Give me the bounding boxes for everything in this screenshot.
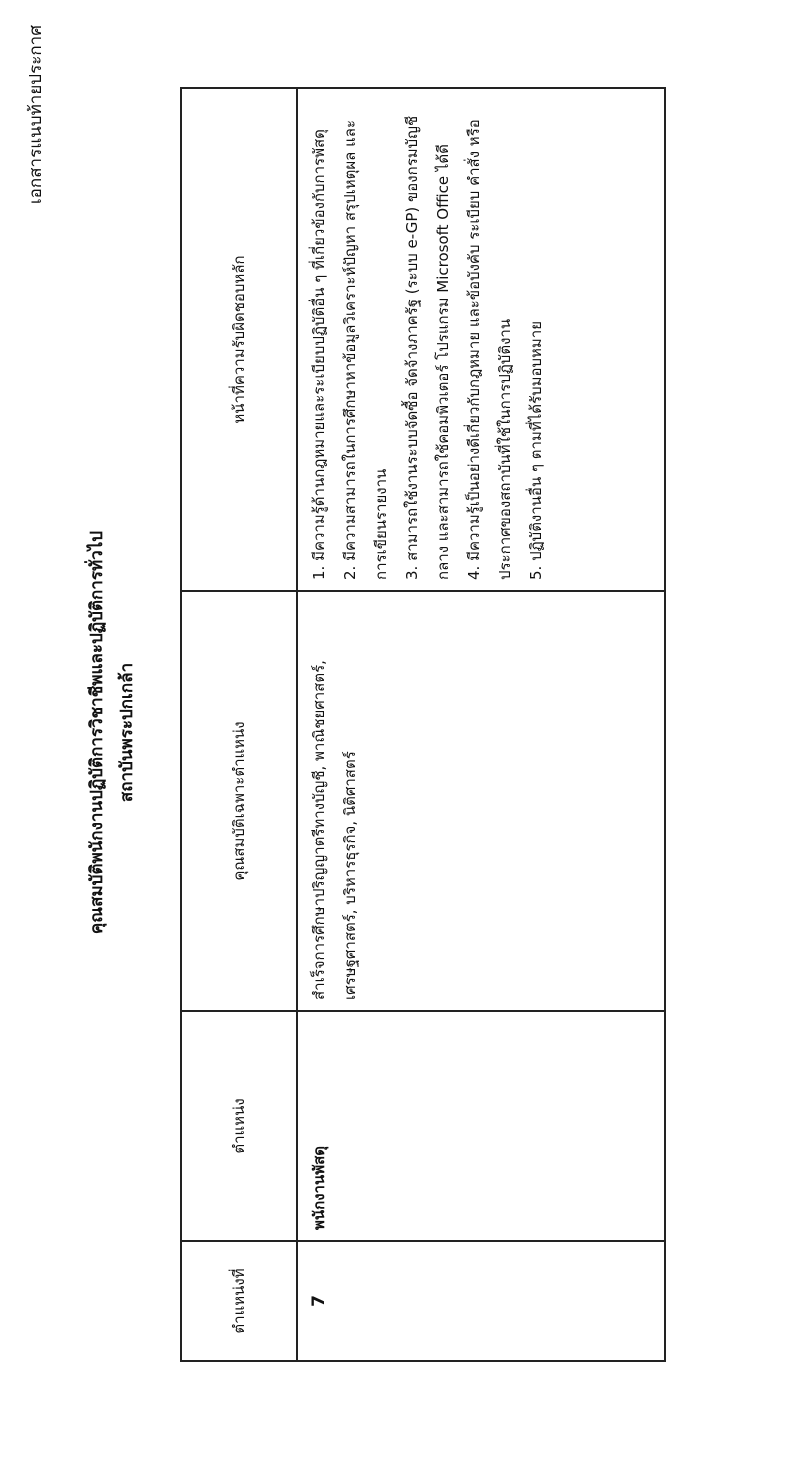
duty-item: 4. มีความรู้เป็นอย่างดีเกี่ยวกับกฎหมาย และข้อบังคับ ระเบียบ คำสั่ง หรือประกาศของสถาบันที่ใช้ในการปฏิบัติงาน [465,119,514,580]
header-qualification: คุณสมบัติเฉพาะตำแหน่ง [181,591,297,1011]
title-line-1: คุณสมบัติพนักงานปฏิบัติการวิชาชีพและปฏิบัติการทั่วไป [87,530,107,935]
duty-item: 3. สามารถใช้งานระบบจัดซื้อ จัดจ้างภาครัฐ (ระบบ e-GP) ของกรมบัญชีกลาง และสามารถใช้คอมพิวเตอร์ โปรแกรม Microsoft Office ได้ดี [403,115,452,580]
row-number: 7 [297,1241,665,1361]
qualification-table [180,87,666,1362]
title-line-2: สถาบันพระปกเกล้า [117,662,137,803]
annex-label: เอกสารแนบท้ายประกาศ [26,25,46,205]
duty-item: 1. มีความรู้ด้านกฎหมายและระเบียบปฏิบัติอื่น ๆ ที่เกี่ยวข้องกับการพัสดุ [310,129,328,580]
header-number: ตำแหน่งที่ [181,1241,297,1361]
table-header-row [181,88,297,1361]
header-position: ตำแหน่ง [181,1011,297,1241]
row-position: พนักงานพัสดุ [297,1011,665,1241]
table-row [297,88,665,1361]
duty-item: 5. ปฏิบัติงานอื่น ๆ ตามที่ได้รับมอบหมาย [527,321,545,580]
header-duties: หน้าที่ความรับผิดชอบหลัก [181,88,297,591]
row-qualification: สำเร็จการศึกษาปริญญาตรีทางบัญชี, พาณิชยศาสตร์, เศรษฐศาสตร์, บริหารธุรกิจ, นิติศาสตร์ [297,591,665,1011]
row-duties [297,88,665,591]
page-title [82,0,142,1465]
duty-item: 2. มีความสามารถในการศึกษาหาข้อมูลวิเคราะห์ปัญหา สรุปเหตุผล และการเขียนรายงาน [341,119,390,580]
